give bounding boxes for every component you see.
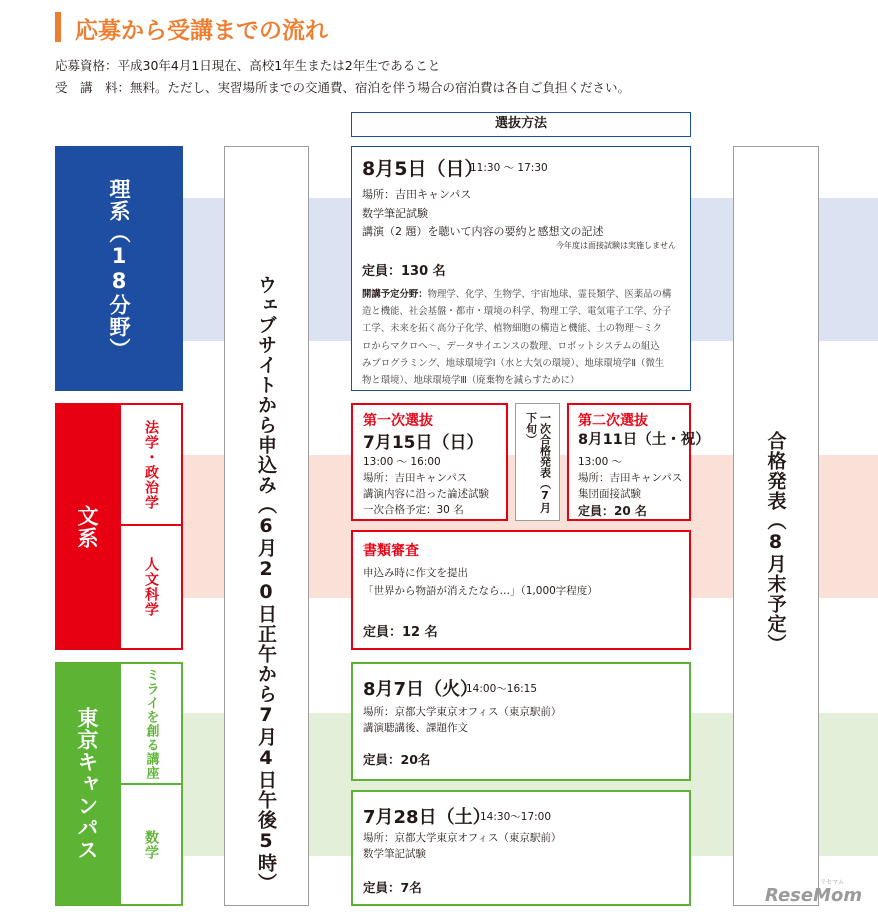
category-humanities-label: 文系 — [75, 504, 99, 549]
category-letters-label: 人文科学 — [143, 557, 159, 617]
science-date: 8月5日（日） — [362, 158, 484, 180]
letters-line1: 申込み時に作文を提出 — [363, 567, 468, 579]
science-fields-line: みプログラミング、地球環境学Ⅰ（水と大気の環境）、地球環境学Ⅱ（微生 — [362, 357, 665, 369]
math-capacity: 定員：7名 — [363, 880, 422, 895]
science-fields-line: ロからマクロへ～、データサイエンスの数理、ロボットシステムの組込 — [362, 340, 660, 352]
web-apply-label: ウェブサイトから申込み（6月20日正午から7月4日午後5時） — [255, 275, 277, 893]
law-first-date: 7月15日（日） — [363, 433, 484, 453]
math-time: 14:30～17:00 — [480, 811, 552, 823]
law-first-heading: 第一次選抜 — [363, 413, 433, 429]
category-math — [119, 785, 183, 906]
law-second-place: 場所：吉田キャンパス — [578, 472, 683, 484]
mirai-test: 講演聴講後、課題作文 — [363, 722, 468, 734]
web-apply-column — [224, 146, 309, 906]
law-second-date: 8月11日（土・祝） — [578, 432, 710, 448]
category-letters — [119, 526, 183, 650]
law-first-time: 13:00 ～ 16:00 — [363, 456, 441, 468]
law-first-place: 場所：吉田キャンパス — [363, 472, 468, 484]
law-first-selection-box — [351, 403, 508, 521]
math-place: 場所：京都大学東京オフィス（東京駅前） — [363, 832, 562, 844]
science-selection-box — [351, 146, 691, 391]
letters-line2: 「世界から物語が消えたなら…」（1,000字程度） — [363, 585, 598, 597]
category-mirai-label: ミライを創る講座 — [143, 667, 159, 780]
mirai-place: 場所：京都大学東京オフィス（東京駅前） — [363, 706, 562, 718]
resemom-logo-kana: リセマム — [820, 879, 844, 886]
science-test2: 講演（2 題）を聴いて内容の要約と感想文の記述 — [362, 225, 604, 238]
eligibility-text: 応募資格：平成30年4月1日現在、高校1年生または2年生であること — [55, 58, 441, 73]
category-law-label: 法学・政治学 — [143, 419, 159, 510]
category-science-label: 理系（18分野） — [107, 177, 131, 360]
category-science — [55, 146, 183, 391]
math-date: 7月28日（土） — [363, 807, 491, 828]
selection-header — [351, 112, 691, 137]
category-tokyo — [55, 662, 119, 906]
math-test: 数学筆記試験 — [363, 848, 426, 860]
law-first-plan: 一次合格予定：30 名 — [363, 504, 464, 516]
law-second-selection-box — [567, 403, 710, 521]
law-second-heading: 第二次選抜 — [578, 413, 648, 429]
pass-announce-column — [733, 146, 819, 906]
selection-header-label: 選抜方法 — [494, 116, 547, 131]
category-humanities — [55, 403, 119, 650]
resemom-logo-text: ReseMom — [765, 885, 863, 906]
law-second-test: 集団面接試験 — [578, 488, 641, 500]
science-note: 今年度は面接試験は実施しません — [556, 241, 676, 250]
math-selection-box — [351, 790, 691, 906]
letters-heading: 書類審査 — [363, 543, 419, 559]
law-second-capacity: 定員：20 名 — [578, 504, 647, 518]
science-capacity: 定員：130 名 — [362, 264, 446, 279]
law-first-test: 講演内容に沿った論述試験 — [363, 488, 489, 500]
resemom-watermark — [765, 885, 862, 906]
fee-text: 受 講 料：無料。ただし、実習場所までの交通費、宿泊を伴う場合の宿泊費は各自ご負担ください。 — [55, 80, 631, 95]
mirai-date: 8月7日（火） — [363, 679, 479, 700]
page-title: 応募から受講までの流れ — [75, 18, 328, 44]
letters-capacity: 定員：12 名 — [363, 625, 438, 640]
title-bar-accent — [55, 12, 61, 42]
science-time: 11:30 ～ 17:30 — [470, 162, 548, 174]
first-pass-label: 一次合格発表（7月下旬） — [524, 412, 552, 513]
category-mirai — [119, 662, 183, 785]
science-fields-line: 造と機能、社会基盤・都市・環境の科学、物理工学、電気電子工学、分子 — [362, 306, 672, 318]
category-law — [119, 403, 183, 526]
mirai-capacity: 定員：20名 — [363, 752, 431, 767]
pass-announce-label: 合格発表（8月末予定） — [764, 431, 787, 654]
science-fields-label: 開講予定分野： — [362, 289, 428, 300]
science-fields — [362, 286, 684, 389]
mirai-selection-box — [351, 662, 691, 781]
mirai-time: 14:00～16:15 — [466, 683, 538, 695]
letters-selection-box — [351, 530, 691, 650]
law-second-time: 13:00 ～ — [578, 456, 623, 468]
category-tokyo-label: 東京キャンパス — [75, 707, 99, 861]
science-fields-line: 工学、未来を拓く高分子化学、植物細胞の構造と機能、土の物理～ミク — [362, 323, 663, 335]
science-fields-line: 物理学、化学、生物学、宇宙地球、霊長類学、医薬品の構 — [427, 289, 672, 300]
science-test1: 数学筆記試験 — [362, 207, 428, 220]
first-pass-box — [515, 403, 560, 521]
science-fields-line: 物と環境）、地球環境学Ⅲ（廃棄物を減らすために） — [362, 375, 580, 387]
science-place: 場所：吉田キャンパス — [362, 188, 472, 201]
category-math-label: 数学 — [143, 829, 159, 860]
